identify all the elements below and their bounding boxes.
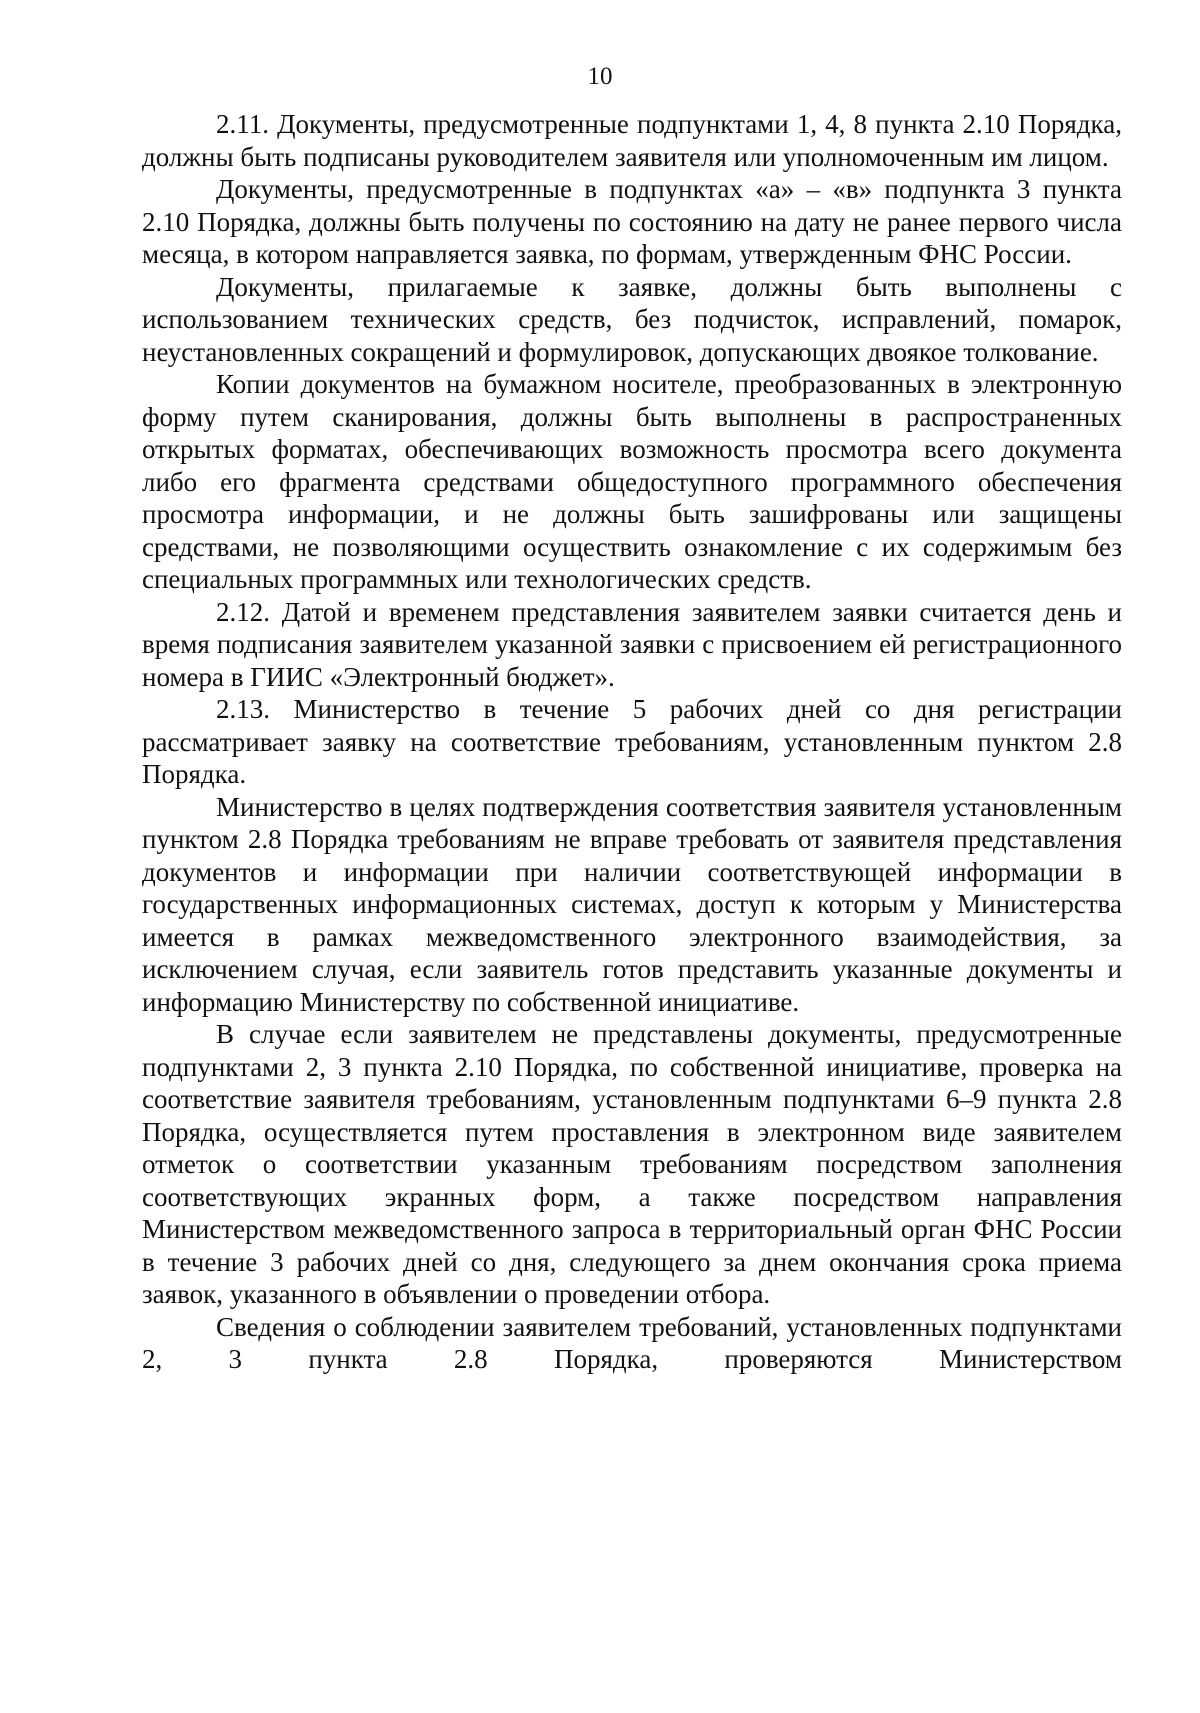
document-body xyxy=(142,108,1122,1376)
paragraph-documents-technical: Документы, прилагаемые к заявке, должны быть выполнены с использованием технических средств, без подчисток, исправлений, помарок, неустановленных сокращений и формулировок, допускающих двоякое толкование. xyxy=(142,271,1122,367)
paragraph-ministry-requirements: Министерство в целях подтверждения соответствия заявителя установленным пунктом 2.8 Порядка требованиям не вправе требовать от заявителя представления документов и информации при наличии соответствующей информации в государственных информационных системах, доступ к которым у Министерства имеется в рамках межведомственного электронного взаимодействия, за исключением случая, если заявитель готов представить указанные документы и информацию Министерству по собственной инициативе. xyxy=(142,791,1122,1017)
paragraph-copies-scanned: Копии документов на бумажном носителе, преобразованных в электронную форму путем сканирования, должны быть выполнены в распространенных открытых форматах, обеспечивающих возможность просмотра всего документа либо его фрагмента средствами общедоступного программного обеспечения просмотра информации, и не должны быть зашифрованы или защищены средствами, не позволяющими осуществить ознакомление с их содержимым без специальных программных или технологических средств. xyxy=(142,369,1122,594)
paragraph-2-11: 2.11. Документы, предусмотренные подпунктами 1, 4, 8 пункта 2.10 Порядка, должны быть подписаны руководителем заявителя или уполномоченным им лицом. xyxy=(142,109,1122,172)
paragraph-2-12: 2.12. Датой и временем представления заявителем заявки считается день и время подписания заявителем указанной заявки с присвоением ей регистрационного номера в ГИИС «Электронный бюджет». xyxy=(142,596,1122,692)
page-number: 10 xyxy=(587,63,613,90)
paragraph-inspection-procedure: В случае если заявителем не представлены документы, предусмотренные подпунктами 2, 3 пункта 2.10 Порядка, по собственной инициативе, проверка на соответствие заявителя требованиям, установленным подпунктами 6–9 пункта 2.8 Порядка, осуществляется путем проставления в электронном виде заявителем отметок о соответствии указанным требованиям посредством заполнения соответствующих экранных форм, а также посредством направления Министерством межведомственного запроса в территориальный орган ФНС России в течение 3 рабочих дней со дня, следующего за днем окончания срока приема заявок, указанного в объявлении о проведении отбора. xyxy=(142,1019,1122,1309)
paragraph-documents-fns: Документы, предусмотренные в подпунктах «а» – «в» подпункта 3 пункта 2.10 Порядка, должны быть получены по состоянию на дату не ранее первого числа месяца, в котором направляется заявка, по формам, утвержденным ФНС России. xyxy=(142,174,1122,269)
paragraph-information-checks: Сведения о соблюдении заявителем требований, установленных подпунктами 2, 3 пункта 2.8 Порядка, проверяются Министерством xyxy=(142,1311,1122,1374)
paragraph-2-13: 2.13. Министерство в течение 5 рабочих дней со дня регистрации рассматривает заявку на соответствие требованиям, установленным пунктом 2.8 Порядка. xyxy=(142,694,1122,789)
